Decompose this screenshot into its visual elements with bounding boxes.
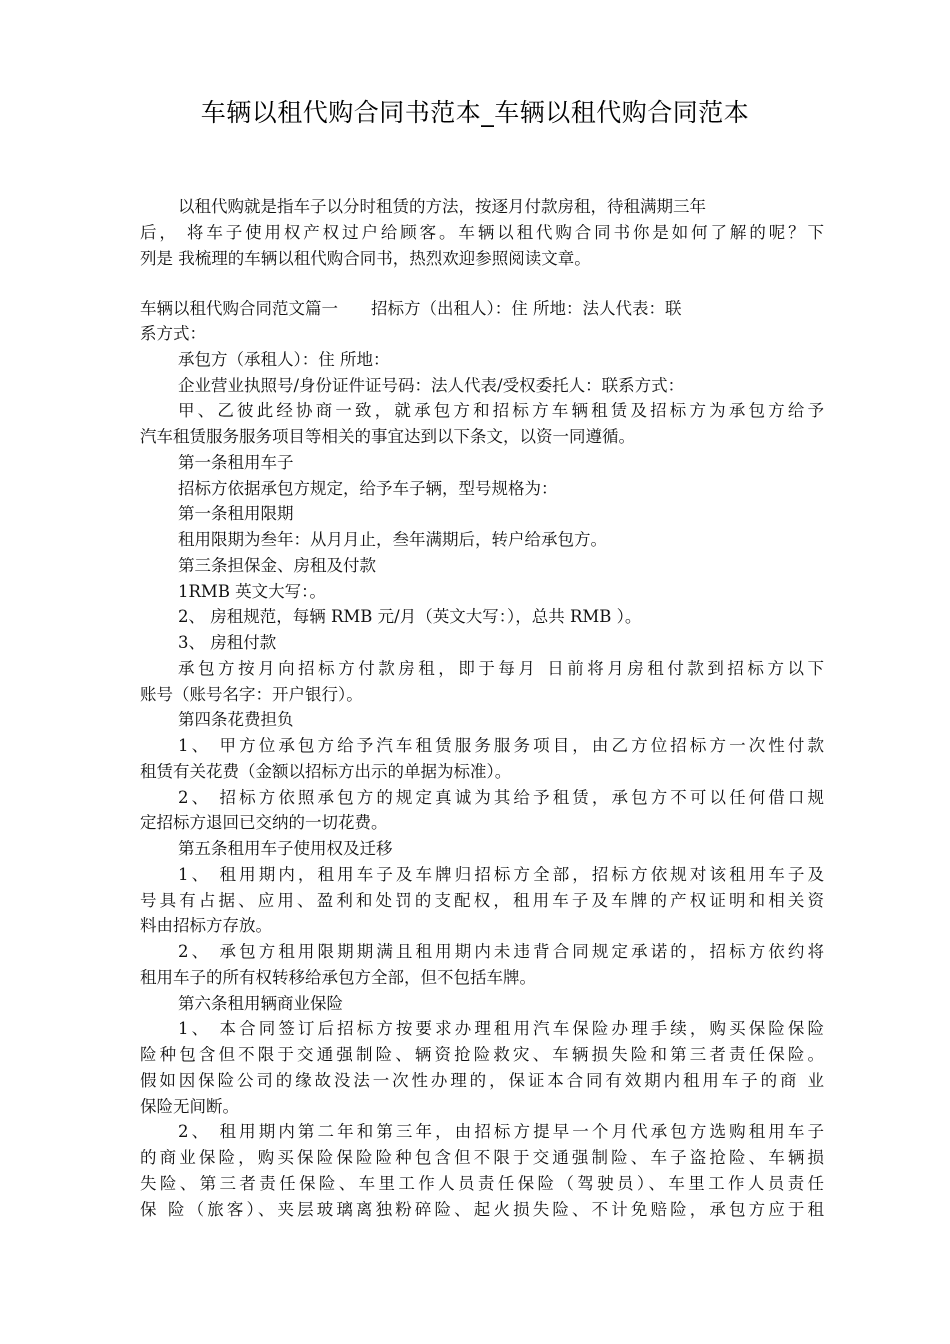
paragraph-line: 甲、乙彼此经协商一致，就承包方和招标方车辆租赁及招标方为承包方给予: [178, 401, 824, 420]
paragraph-line: 账号（账号名字：开户银行）。: [140, 685, 363, 704]
paragraph-line: 2、 招标方依照承包方的规定真诚为其给予租赁，承包方不可以任何借口规: [178, 788, 824, 807]
paragraph-line: 1、 租用期内，租用车子及车牌归招标方全部，招标方依规对该租用车子及: [178, 865, 824, 884]
paragraph-line: 企业营业执照号/身份证件证号码：法人代表/受权委托人：联系方式：: [178, 376, 685, 395]
paragraph-line: 系方式：: [140, 324, 206, 343]
paragraph-line: 险种包含但不限于交通强制险、辆资抢险救灾、车辆损失险和第三者责任保险。: [140, 1045, 824, 1064]
paragraph-line: 定招标方退回已交纳的一切花费。: [140, 813, 388, 832]
document-title: 车辆以租代购合同书范本_车辆以租代购合同范本: [200, 98, 750, 127]
paragraph-line: 料由招标方存放。: [140, 916, 272, 935]
paragraph-line: 租赁有关花费（金额以招标方出示的单据为标准）。: [140, 762, 512, 781]
section-heading: 第五条租用车子使用权及迁移: [178, 839, 393, 858]
paragraph-line: 2、 租用期内第二年和第三年，由招标方提早一个月代承包方选购租用车子: [178, 1122, 824, 1141]
section-heading: 第一条租用车子: [178, 453, 294, 472]
section-heading: 第一条租用限期: [178, 504, 294, 523]
paragraph-line: 2、 房租规范，每辆 RMB 元/月（英文大写：），总共 RMB ）。: [178, 607, 642, 626]
paragraph-line: 1、 本合同签订后招标方按要求办理租用汽车保险办理手续，购买保险保险: [178, 1019, 824, 1038]
section-heading: 第四条花费担负: [178, 710, 294, 729]
paragraph-line: 承包方（承租人）：住 所地：: [178, 350, 390, 369]
paragraph-line: 后， 将车子使用权产权过户给顾客。车辆以租代购合同书你是如何了解的呢？下: [140, 223, 824, 242]
paragraph-line: 汽车租赁服务服务项目等相关的事宜达到以下条文，以资一同遵循。: [140, 427, 635, 446]
paragraph-line: 以租代购就是指车子以分时租赁的方法，按逐月付款房租，待租满期三年: [178, 197, 706, 216]
paragraph-line: 车辆以租代购合同范文篇一 招标方（出租人）：住 所地：法人代表：联: [140, 299, 682, 318]
paragraph-line: 租用限期为叁年：从月月止，叁年满期后，转户给承包方。: [178, 530, 607, 549]
paragraph-line: 承包方按月向招标方付款房租，即于每月 日前将月房租付款到招标方以下: [178, 659, 824, 678]
section-heading: 第三条担保金、房租及付款: [178, 556, 376, 575]
paragraph-line: 失险、第三者责任保险、车里工作人员责任保险（驾驶员）、车里工作人员责任: [140, 1174, 824, 1193]
paragraph-line: 保险无间断。: [140, 1097, 239, 1116]
paragraph-line: 假如因保险公司的缘故没法一次性办理的，保证本合同有效期内租用车子的商 业: [140, 1071, 824, 1090]
section-heading: 第六条租用辆商业保险: [178, 994, 343, 1013]
paragraph-line: 1RMB 英文大写：。: [178, 582, 326, 601]
paragraph-line: 2、 承包方租用限期期满且租用期内未违背合同规定承诺的，招标方依约将: [178, 942, 824, 961]
paragraph-line: 列是 我梳理的车辆以租代购合同书，热烈欢迎参照阅读文章。: [140, 249, 591, 268]
paragraph-line: 租用车子的所有权转移给承包方全部，但不包括车牌。: [140, 968, 536, 987]
paragraph-line: 3、 房租付款: [178, 633, 277, 652]
paragraph-line: 的商业保险，购买保险保险险种包含但不限于交通强制险、车子盗抢险、车辆损: [140, 1148, 824, 1167]
paragraph-line: 保 险（旅客）、夹层玻璃离独粉碎险、起火损失险、不计免赔险，承包方应于租: [140, 1200, 824, 1219]
paragraph-line: 1、 甲方位承包方给予汽车租赁服务服务项目，由乙方位招标方一次性付款: [178, 736, 824, 755]
paragraph-line: 号具有占据、应用、盈利和处罚的支配权，租用车子及车牌的产权证明和相关资: [140, 891, 824, 910]
paragraph-line: 招标方依据承包方规定，给予车子辆，型号规格为：: [178, 479, 558, 498]
